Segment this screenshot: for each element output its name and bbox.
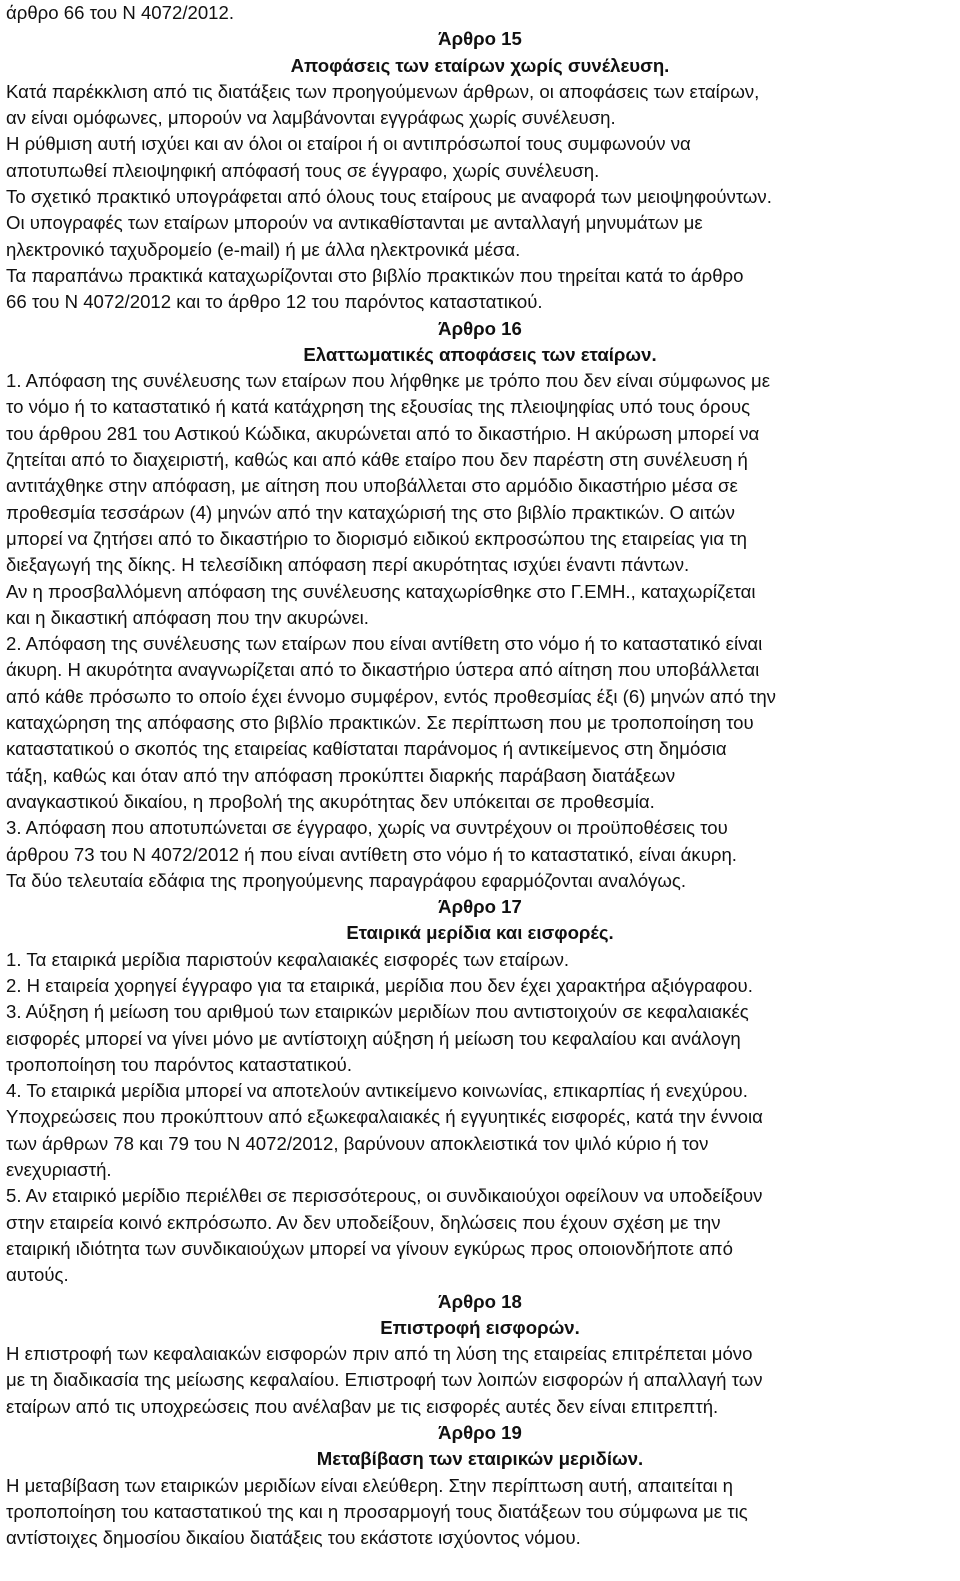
text-line: ζητείται από το διαχειριστή, καθώς και από κάθε εταίρο που δεν παρέστη στη συνέλευση ή (6, 449, 748, 471)
article-heading: Μεταβίβαση των εταιρικών μεριδίων. (316, 1448, 644, 1470)
text-line: αυτούς. (6, 1264, 69, 1286)
text-line: τάξη, καθώς και όταν από την απόφαση προκύπτει διαρκής παράβαση διατάξεων (6, 764, 676, 786)
text-line: 1. Απόφαση της συνέλευσης των εταίρων που λήφθηκε με τρόπο που δεν είναι σύμφωνος με (6, 370, 771, 392)
article-heading: Άρθρο 19 (438, 1422, 522, 1444)
text-line: ενεχυριαστή. (6, 1159, 112, 1181)
text-line: διεξαγωγή της δίκης. Η τελεσίδικη απόφαση περί ακυρότητας ισχύει έναντι πάντων. (6, 554, 690, 576)
text-line: 2. Απόφαση της συνέλευσης των εταίρων που είναι αντίθετη στο νόμο ή το καταστατικό είναι (6, 633, 763, 655)
text-line: εταίρων από τις υποχρεώσεις που ανέλαβαν με τις εισφορές αυτές δεν είναι επιτρεπτή. (6, 1395, 719, 1417)
text-line: του άρθρου 281 του Αστικού Κώδικα, ακυρώνεται από το δικαστήριο. Η ακύρωση μπορεί να (6, 422, 760, 444)
text-line: ηλεκτρονικό ταχυδρομείο (e-mail) ή με άλλα ηλεκτρονικά μέσα. (6, 238, 521, 260)
text-line: στην εταιρεία κοινό εκπρόσωπο. Αν δεν υποδείξουν, δηλώσεις που έχουν σχέση με την (6, 1211, 721, 1233)
article-heading: Άρθρο 15 (438, 28, 522, 50)
text-line: τροποποίηση του καταστατικού της και η προσαρμογή τους διατάξεων του σύμφωνα με τις (6, 1500, 748, 1522)
article-heading: Ελαττωματικές αποφάσεις των εταίρων. (303, 343, 657, 365)
text-line: Αν η προσβαλλόμενη απόφαση της συνέλευσης καταχωρίσθηκε στο Γ.ΕΜΗ., καταχωρίζεται (6, 580, 756, 602)
article-heading: Αποφάσεις των εταίρων χωρίς συνέλευση. (290, 54, 670, 76)
document-body (6, 0, 954, 1552)
text-line: αναγκαστικού δικαίου, η προβολή της ακυρότητας δεν υπόκειται σε προθεσμία. (6, 790, 655, 812)
text-line: εισφορές μπορεί να γίνει μόνο με αντίστοιχη αύξηση ή μείωση του κεφαλαίου και ανάλογη (6, 1027, 741, 1049)
text-line: τροποποίηση του παρόντος καταστατικού. (6, 1053, 353, 1075)
text-line: 2. Η εταιρεία χορηγεί έγγραφο για τα εταιρικά, μερίδια που δεν έχει χαρακτήρα αξιόγραφου. (6, 974, 753, 996)
article-heading: Επιστροφή εισφορών. (380, 1316, 580, 1338)
text-line: 1. Τα εταιρικά μερίδια παριστούν κεφαλαιακές εισφορές των εταίρων. (6, 948, 570, 970)
text-line: Τα δύο τελευταία εδάφια της προηγούμενης παραγράφου εφαρμόζονται αναλόγως. (6, 869, 687, 891)
text-line: άρθρου 73 του Ν 4072/2012 ή που είναι αντίθετη στο νόμο ή το καταστατικό, είναι άκυρη. (6, 843, 737, 865)
text-line: προθεσμία τεσσάρων (4) μηνών από την καταχώρισή της στο βιβλίο πρακτικών. Ο αιτών (6, 501, 735, 523)
text-line: 5. Αν εταιρικό μερίδιο περιέλθει σε περισσότερους, οι συνδικαιούχοι οφείλουν να υποδείξουν (6, 1185, 763, 1207)
text-line: Οι υπογραφές των εταίρων μπορούν να αντικαθίστανται με ανταλλαγή μηνυμάτων με (6, 212, 703, 234)
text-line: Κατά παρέκκλιση από τις διατάξεις των προηγούμενων άρθρων, οι αποφάσεις των εταίρων, (6, 80, 760, 102)
text-line: καταστατικού ο σκοπός της εταιρείας καθίσταται παράνομος ή αντικείμενος στη δημόσια (6, 738, 727, 760)
text-line: το νόμο ή το καταστατικό ή κατά κατάχρηση της εξουσίας της πλειοψηφίας υπό τους όρους (6, 396, 751, 418)
text-line: άκυρη. Η ακυρότητα αναγνωρίζεται από το δικαστήριο ύστερα από αίτηση που υποβάλλεται (6, 659, 760, 681)
text-line: Το σχετικό πρακτικό υπογράφεται από όλους τους εταίρους με αναφορά των μειοψηφούντων. (6, 186, 772, 208)
text-line: των άρθρων 78 και 79 του Ν 4072/2012, βαρύνουν αποκλειστικά τον ψιλό κύριο ή τον (6, 1132, 709, 1154)
article-heading: Εταιρικά μερίδια και εισφορές. (346, 922, 614, 944)
text-line: Η ρύθμιση αυτή ισχύει και αν όλοι οι εταίροι ή οι αντιπρόσωποί τους συμφωνούν να (6, 133, 691, 155)
text-line: Υποχρεώσεις που προκύπτουν από εξωκεφαλαιακές ή εγγυητικές εισφορές, κατά την έννοια (6, 1106, 763, 1128)
article-heading: Άρθρο 16 (438, 317, 522, 339)
text-line: Η μεταβίβαση των εταιρικών μεριδίων είναι ελεύθερη. Στην περίπτωση αυτή, απαιτείται η (6, 1474, 733, 1496)
text-line: από κάθε πρόσωπο το οποίο έχει έννομο συμφέρον, εντός προθεσμίας έξι (6) μηνών από την (6, 685, 776, 707)
text-line: 66 του Ν 4072/2012 και το άρθρο 12 του παρόντος καταστατικού. (6, 291, 543, 313)
text-line: αντιτάχθηκε στην απόφαση, με αίτηση που υποβάλλεται στο αρμόδιο δικαστήριο μέσα σε (6, 475, 738, 497)
article-heading: Άρθρο 17 (438, 896, 522, 918)
text-line: 4. Το εταιρικά μερίδια μπορεί να αποτελούν αντικείμενο κοινωνίας, επικαρπίας ή ενεχύρου. (6, 1080, 748, 1102)
text-line: 3. Απόφαση που αποτυπώνεται σε έγγραφο, χωρίς να συντρέχουν οι προϋποθέσεις του (6, 817, 728, 839)
text-line: αντίστοιχες δημοσίου δικαίου διατάξεις του εκάστοτε ισχύοντος νόμου. (6, 1527, 581, 1549)
text-line: Η επιστροφή των κεφαλαιακών εισφορών πριν από τη λύση της εταιρείας επιτρέπεται μόνο (6, 1343, 753, 1365)
text-line: μπορεί να ζητήσει από το δικαστήριο το διορισμό ειδικού εκπροσώπου της εταιρείας για τη (6, 527, 748, 549)
text-line: καταχώρηση της απόφασης στο βιβλίο πρακτικών. Σε περίπτωση που με τροποποίηση του (6, 712, 754, 734)
text-line: εταιρική ιδιότητα των συνδικαιούχων μπορεί να γίνουν εγκύρως προς οποιονδήποτε από (6, 1237, 733, 1259)
text-line: αποτυπωθεί πλειοψηφική απόφασή τους σε έγγραφο, χωρίς συνέλευση. (6, 159, 600, 181)
text-line: άρθρο 66 του Ν 4072/2012. (6, 2, 235, 23)
article-heading: Άρθρο 18 (438, 1290, 522, 1312)
text-line: με τη διαδικασία της μείωσης κεφαλαίου. Επιστροφή των λοιπών εισφορών ή απαλλαγή των (6, 1369, 763, 1391)
text-line: και η δικαστική απόφαση που την ακυρώνει. (6, 606, 369, 628)
text-line: 3. Αύξηση ή μείωση του αριθμού των εταιρικών μεριδίων που αντιστοιχούν σε κεφαλαιακές (6, 1001, 749, 1023)
text-line: Τα παραπάνω πρακτικά καταχωρίζονται στο βιβλίο πρακτικών που τηρείται κατά το άρθρο (6, 264, 744, 286)
text-line: αν είναι ομόφωνες, μπορούν να λαμβάνονται εγγράφως χωρίς συνέλευση. (6, 107, 616, 129)
